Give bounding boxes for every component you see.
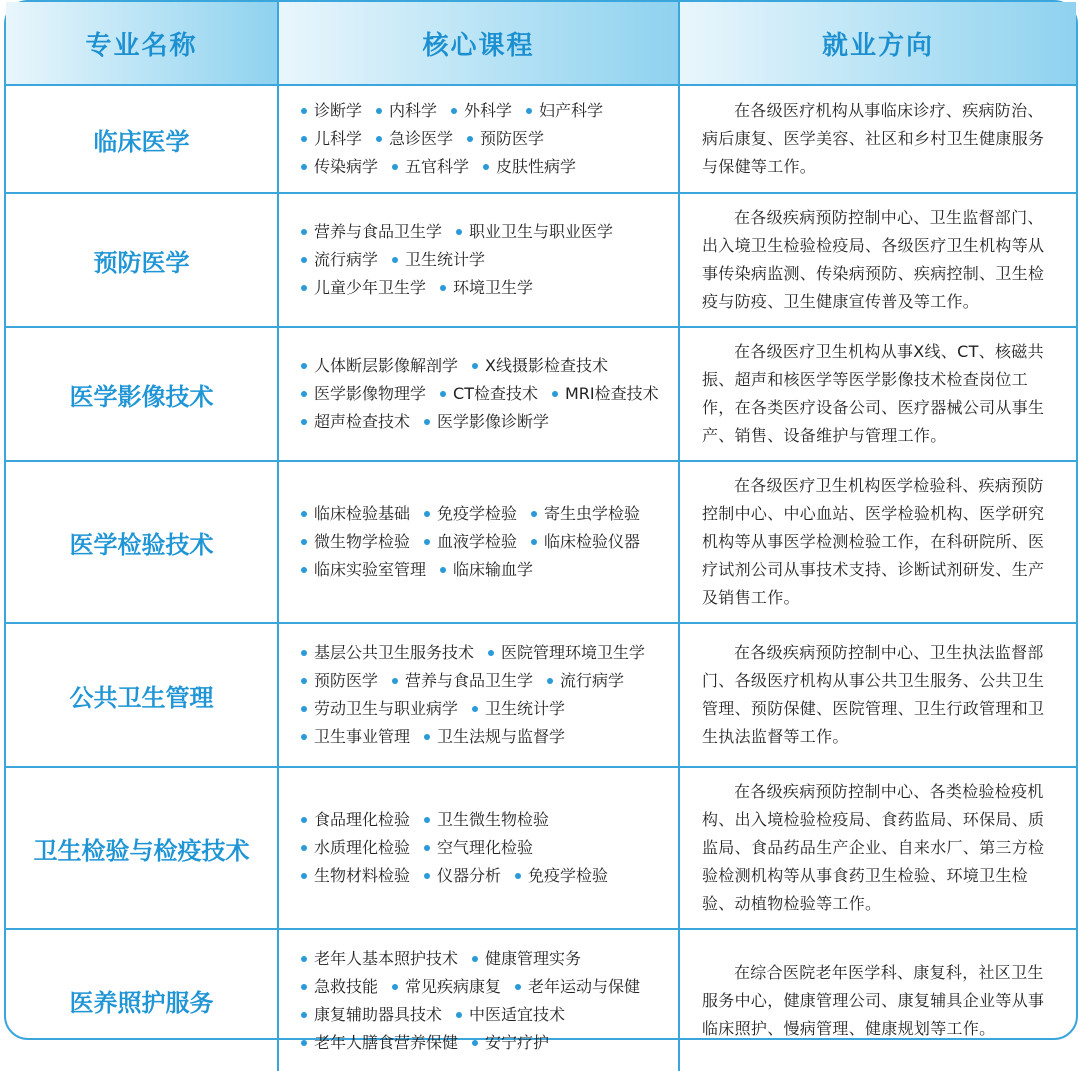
- course-line: [301, 218, 670, 246]
- bullet-dot-icon: [440, 567, 446, 573]
- bullet-dot-icon: [301, 136, 307, 142]
- course-label: X线摄影检查技术: [485, 356, 608, 375]
- bullet-dot-icon: [456, 229, 462, 235]
- bullet-dot-icon: [424, 734, 430, 740]
- bullet-dot-icon: [440, 285, 446, 291]
- course-line: [301, 695, 670, 723]
- course-label: 急救技能: [314, 976, 379, 996]
- major-name: 医养照护服务: [6, 929, 278, 1071]
- bullet-dot-icon: [483, 164, 489, 170]
- career-direction: 在各级疾病预防控制中心、各类检验检疫机构、出入境检验检疫局、食药监局、环保局、质监局、食品药品生产企业、自来水厂、第三方检验检测机构等从事食药卫生检验、环境卫生检验、动植物检验等工作。: [679, 767, 1076, 929]
- bullet-dot-icon: [467, 136, 473, 142]
- course-label: 仪器分析: [437, 866, 502, 885]
- course-item: [424, 408, 549, 436]
- course-item: [472, 945, 581, 973]
- bullet-dot-icon: [451, 108, 457, 114]
- core-courses-cell: [278, 461, 679, 623]
- course-label: 卫生法规与监督学: [437, 727, 566, 746]
- bullet-dot-icon: [301, 678, 307, 684]
- course-line: [301, 500, 670, 528]
- career-direction: 在各级医疗机构从事临床诊疗、疾病防治、病后康复、医学美容、社区和乡村卫生健康服务与保健等工作。: [679, 85, 1076, 193]
- major-name: 预防医学: [6, 193, 278, 327]
- course-label: 营养与食品卫生学: [314, 222, 443, 241]
- course-item: [301, 97, 362, 125]
- course-label: 健康管理实务: [485, 948, 582, 968]
- bullet-dot-icon: [552, 391, 558, 397]
- course-line: [301, 556, 670, 584]
- course-label: 医学影像诊断学: [437, 412, 550, 431]
- core-courses-cell: [278, 623, 679, 767]
- major-name: 医学影像技术: [6, 327, 278, 461]
- course-label: 环境卫生学: [453, 278, 534, 297]
- major-name: 卫生检验与检疫技术: [6, 767, 278, 929]
- course-label: 血液学检验: [437, 532, 518, 551]
- bullet-dot-icon: [301, 363, 307, 369]
- course-line: [301, 945, 670, 973]
- course-line: [301, 973, 670, 1001]
- course-label: 临床输血学: [453, 560, 534, 579]
- course-item: [301, 500, 410, 528]
- table-row: [6, 193, 1076, 327]
- course-item: [301, 639, 474, 667]
- course-line: [301, 1029, 670, 1057]
- course-label: 老年人膳食营养保健: [314, 1032, 459, 1052]
- course-item: [301, 556, 426, 584]
- course-label: 微生物学检验: [314, 532, 411, 551]
- bullet-dot-icon: [424, 845, 430, 851]
- course-item: [301, 380, 426, 408]
- course-label: 康复辅助器具技术: [314, 1004, 443, 1024]
- course-label: 免疫学检验: [528, 866, 609, 885]
- core-courses-cell: [278, 85, 679, 193]
- course-item: [515, 862, 608, 890]
- course-item: [515, 973, 640, 1001]
- course-line: [301, 380, 670, 408]
- course-line: [301, 862, 670, 890]
- course-item: [392, 153, 469, 181]
- course-label: 食品理化检验: [314, 810, 411, 829]
- course-item: [488, 639, 645, 667]
- course-label: 临床检验仪器: [544, 532, 641, 551]
- course-label: 营养与食品卫生学: [405, 671, 534, 690]
- header-courses: 核心课程: [278, 2, 679, 85]
- bullet-dot-icon: [301, 706, 307, 712]
- course-item: [440, 556, 533, 584]
- course-line: [301, 528, 670, 556]
- course-label: 劳动卫生与职业病学: [314, 699, 459, 718]
- course-label: CT检查技术: [453, 384, 538, 403]
- course-label: 职业卫生与职业医学: [469, 222, 614, 241]
- course-label: 急诊医学: [389, 129, 454, 148]
- course-label: 预防医学: [480, 129, 545, 148]
- bullet-dot-icon: [531, 539, 537, 545]
- course-item: [451, 97, 512, 125]
- career-direction: 在各级疾病预防控制中心、卫生监督部门、出入境卫生检验检疫局、各级医疗卫生机构等从事传染病监测、传染病预防、疾病控制、卫生检疫与防疫、卫生健康宣传普及等工作。: [679, 193, 1076, 327]
- course-label: 流行病学: [560, 671, 625, 690]
- table-row: [6, 85, 1076, 193]
- course-item: [376, 97, 437, 125]
- career-direction: 在各级疾病预防控制中心、卫生执法监督部门、各级医疗机构从事公共卫生服务、公共卫生管理、预防保健、医院管理、卫生行政管理和卫生执法监督等工作。: [679, 623, 1076, 767]
- course-item: [424, 723, 565, 751]
- course-label: 临床实验室管理: [314, 560, 427, 579]
- career-direction: 在各级医疗卫生机构从事X线、CT、核磁共振、超声和核医学等医学影像技术检查岗位工作，在各类医疗设备公司、医疗器械公司从事生产、销售、设备维护与管理工作。: [679, 327, 1076, 461]
- major-name: 医学检验技术: [6, 461, 278, 623]
- course-label: 皮肤性病学: [496, 157, 577, 176]
- bullet-dot-icon: [547, 678, 553, 684]
- header-careers: 就业方向: [679, 2, 1076, 85]
- course-label: 老年运动与保健: [528, 976, 641, 996]
- table-row: [6, 461, 1076, 623]
- bullet-dot-icon: [301, 419, 307, 425]
- course-label: 安宁疗护: [485, 1032, 550, 1052]
- course-line: [301, 408, 670, 436]
- bullet-dot-icon: [456, 1012, 462, 1018]
- course-line: [301, 1001, 670, 1029]
- course-item: [301, 862, 410, 890]
- bullet-dot-icon: [301, 229, 307, 235]
- course-item: [547, 667, 624, 695]
- bullet-dot-icon: [392, 984, 398, 990]
- course-item: [301, 667, 378, 695]
- course-item: [467, 125, 544, 153]
- bullet-dot-icon: [301, 539, 307, 545]
- course-label: 免疫学检验: [437, 504, 518, 523]
- bullet-dot-icon: [424, 817, 430, 823]
- bullet-dot-icon: [301, 511, 307, 517]
- course-item: [301, 125, 362, 153]
- course-label: 五官科学: [405, 157, 470, 176]
- bullet-dot-icon: [531, 511, 537, 517]
- course-line: [301, 806, 670, 834]
- bullet-dot-icon: [301, 391, 307, 397]
- bullet-dot-icon: [440, 391, 446, 397]
- bullet-dot-icon: [392, 257, 398, 263]
- major-table: [6, 2, 1076, 1071]
- course-label: 常见疾病康复: [405, 976, 502, 996]
- bullet-dot-icon: [515, 984, 521, 990]
- course-label: 诊断学: [314, 101, 363, 120]
- bullet-dot-icon: [301, 1012, 307, 1018]
- bullet-dot-icon: [376, 108, 382, 114]
- bullet-dot-icon: [301, 817, 307, 823]
- course-item: [301, 806, 410, 834]
- course-item: [301, 218, 442, 246]
- course-item: [440, 380, 538, 408]
- course-item: [392, 246, 485, 274]
- course-line: [301, 125, 670, 153]
- bullet-dot-icon: [392, 678, 398, 684]
- course-label: 空气理化检验: [437, 838, 534, 857]
- bullet-dot-icon: [472, 956, 478, 962]
- bullet-dot-icon: [488, 650, 494, 656]
- course-item: [301, 723, 410, 751]
- course-item: [301, 352, 458, 380]
- bullet-dot-icon: [472, 363, 478, 369]
- course-item: [472, 1029, 549, 1057]
- course-label: 预防医学: [314, 671, 379, 690]
- bullet-dot-icon: [392, 164, 398, 170]
- course-item: [301, 274, 426, 302]
- course-item: [301, 246, 378, 274]
- course-item: [552, 380, 659, 408]
- course-item: [392, 667, 533, 695]
- course-item: [392, 973, 501, 1001]
- course-label: MRI检查技术: [564, 384, 659, 403]
- bullet-dot-icon: [424, 511, 430, 517]
- course-item: [301, 1029, 458, 1057]
- course-item: [301, 973, 378, 1001]
- table-row: [6, 623, 1076, 767]
- course-line: [301, 834, 670, 862]
- course-label: 儿科学: [314, 129, 363, 148]
- course-item: [440, 274, 533, 302]
- course-item: [526, 97, 603, 125]
- course-label: 外科学: [464, 101, 513, 120]
- bullet-dot-icon: [526, 108, 532, 114]
- course-item: [456, 1001, 565, 1029]
- course-label: 卫生统计学: [485, 699, 566, 718]
- bullet-dot-icon: [424, 873, 430, 879]
- bullet-dot-icon: [301, 257, 307, 263]
- bullet-dot-icon: [424, 539, 430, 545]
- course-item: [531, 528, 640, 556]
- course-label: 妇产科学: [539, 101, 604, 120]
- career-direction: 在综合医院老年医学科、康复科，社区卫生服务中心，健康管理公司、康复辅具企业等从事临床照护、慢病管理、健康规划等工作。: [679, 929, 1076, 1071]
- course-item: [424, 528, 517, 556]
- course-item: [472, 695, 565, 723]
- course-line: [301, 246, 670, 274]
- bullet-dot-icon: [301, 164, 307, 170]
- course-item: [424, 862, 501, 890]
- course-item: [301, 408, 410, 436]
- course-item: [301, 528, 410, 556]
- table-row: [6, 767, 1076, 929]
- course-label: 流行病学: [314, 250, 379, 269]
- bullet-dot-icon: [301, 984, 307, 990]
- bullet-dot-icon: [301, 108, 307, 114]
- core-courses-cell: [278, 929, 679, 1071]
- course-item: [301, 1001, 442, 1029]
- major-name: 临床医学: [6, 85, 278, 193]
- course-label: 卫生事业管理: [314, 727, 411, 746]
- course-label: 基层公共卫生服务技术: [314, 643, 475, 662]
- course-label: 人体断层影像解剖学: [314, 356, 459, 375]
- bullet-dot-icon: [515, 873, 521, 879]
- course-item: [456, 218, 613, 246]
- course-label: 临床检验基础: [314, 504, 411, 523]
- course-line: [301, 723, 670, 751]
- table-row: [6, 929, 1076, 1071]
- core-courses-cell: [278, 327, 679, 461]
- course-label: 医学影像物理学: [314, 384, 427, 403]
- course-label: 中医适宜技术: [469, 1004, 566, 1024]
- bullet-dot-icon: [301, 734, 307, 740]
- header-major: 专业名称: [6, 2, 278, 85]
- core-courses-cell: [278, 767, 679, 929]
- course-item: [376, 125, 453, 153]
- bullet-dot-icon: [301, 956, 307, 962]
- course-item: [301, 945, 458, 973]
- course-label: 寄生虫学检验: [544, 504, 641, 523]
- course-label: 生物材料检验: [314, 866, 411, 885]
- course-label: 卫生微生物检验: [437, 810, 550, 829]
- course-label: 超声检查技术: [314, 412, 411, 431]
- course-label: 老年人基本照护技术: [314, 948, 459, 968]
- bullet-dot-icon: [301, 873, 307, 879]
- course-line: [301, 97, 670, 125]
- course-label: 儿童少年卫生学: [314, 278, 427, 297]
- course-item: [472, 352, 608, 380]
- major-table-frame: [4, 0, 1078, 1052]
- course-item: [424, 834, 533, 862]
- course-line: [301, 153, 670, 181]
- table-header-row: [6, 2, 1076, 85]
- course-item: [424, 500, 517, 528]
- table-row: [6, 327, 1076, 461]
- course-line: [301, 274, 670, 302]
- major-name: 公共卫生管理: [6, 623, 278, 767]
- bullet-dot-icon: [472, 1040, 478, 1046]
- bullet-dot-icon: [376, 136, 382, 142]
- course-label: 内科学: [389, 101, 438, 120]
- career-direction: 在各级医疗卫生机构医学检验科、疾病预防控制中心、中心血站、医学检验机构、医学研究机构等从事医学检测检验工作，在科研院所、医疗试剂公司从事技术支持、诊断试剂研发、生产及销售工作。: [679, 461, 1076, 623]
- bullet-dot-icon: [424, 419, 430, 425]
- bullet-dot-icon: [301, 650, 307, 656]
- course-line: [301, 639, 670, 667]
- bullet-dot-icon: [301, 845, 307, 851]
- course-item: [531, 500, 640, 528]
- course-label: 水质理化检验: [314, 838, 411, 857]
- course-item: [301, 153, 378, 181]
- course-item: [483, 153, 576, 181]
- course-label: 医院管理环境卫生学: [501, 643, 646, 662]
- course-line: [301, 352, 670, 380]
- bullet-dot-icon: [472, 706, 478, 712]
- course-item: [301, 695, 458, 723]
- bullet-dot-icon: [301, 285, 307, 291]
- course-line: [301, 667, 670, 695]
- bullet-dot-icon: [301, 1040, 307, 1046]
- bullet-dot-icon: [301, 567, 307, 573]
- course-label: 卫生统计学: [405, 250, 486, 269]
- course-label: 传染病学: [314, 157, 379, 176]
- course-item: [301, 834, 410, 862]
- core-courses-cell: [278, 193, 679, 327]
- course-item: [424, 806, 549, 834]
